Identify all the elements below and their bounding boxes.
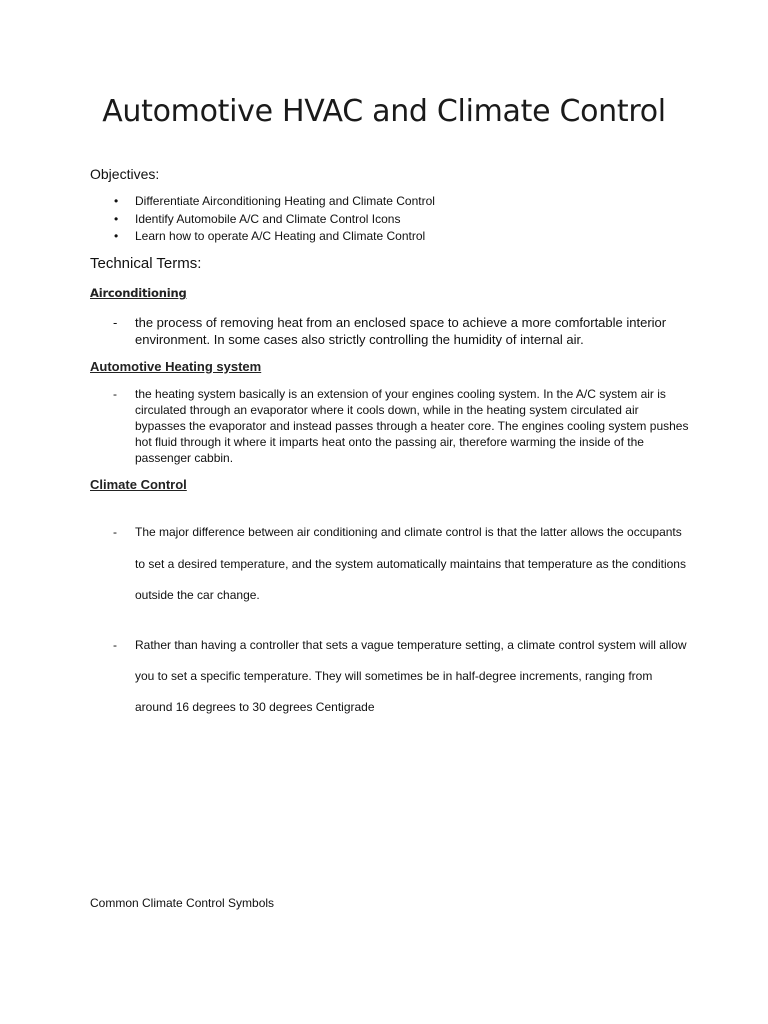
dash-marker: -: [113, 638, 117, 652]
objective-text: Identify Automobile A/C and Climate Control Icons: [135, 211, 401, 226]
objectives-label: Objectives:: [90, 166, 160, 182]
bullet-icon: •: [114, 194, 119, 208]
airconditioning-heading: Airconditioning: [90, 286, 187, 300]
list-item: [90, 211, 435, 229]
definition-text: Rather than having a controller that sets a vague temperature setting, a climate control system will allow you to set a specific temperature. They will sometimes be in half-degree increments, ranging from around 16 degrees to 30 degrees Centigrade: [135, 638, 687, 714]
heating-system-heading: Automotive Heating system: [90, 359, 262, 374]
objective-text: Differentiate Airconditioning Heating and Climate Control: [135, 194, 435, 208]
climate-control-heading: Climate Control: [90, 477, 187, 492]
airconditioning-definition: [90, 314, 690, 348]
definition-text: The major difference between air conditioning and climate control is that the latter allows the occupants to set a desired temperature, and the system automatically maintains that temperature as the conditions outside the car change.: [135, 525, 686, 602]
climate-control-definition-2: [90, 630, 690, 723]
dash-marker: -: [113, 525, 117, 539]
list-item: [90, 193, 435, 211]
bullet-icon: •: [114, 229, 119, 243]
definition-text: the heating system basically is an extension of your engines cooling system. In the A/C system air is circulated through an evaporator where it cools down, while in the heating system circulated air bypasses the evaporator and instead passes through a heater core. The engines cooling system pushes hot fluid through it where it imparts heat onto the passing air, therefore warming the inside of the passenger cabbin.: [135, 387, 689, 465]
page-title: Automotive HVAC and Climate Control: [102, 94, 666, 129]
dash-marker: -: [113, 315, 118, 330]
symbols-caption: Common Climate Control Symbols: [90, 896, 275, 910]
bullet-icon: •: [114, 211, 119, 226]
definition-text: the process of removing heat from an enclosed space to achieve a more comfortable interior environment. In some cases also strictly controlling the humidity of internal air.: [135, 315, 667, 347]
technical-terms-label: Technical Terms:: [90, 255, 202, 272]
list-item: [90, 228, 435, 246]
objectives-list: [90, 193, 435, 246]
heating-system-definition: [90, 386, 690, 466]
climate-control-definition-1: [90, 517, 690, 612]
objective-text: Learn how to operate A/C Heating and Climate Control: [135, 229, 426, 243]
dash-marker: -: [113, 387, 117, 401]
